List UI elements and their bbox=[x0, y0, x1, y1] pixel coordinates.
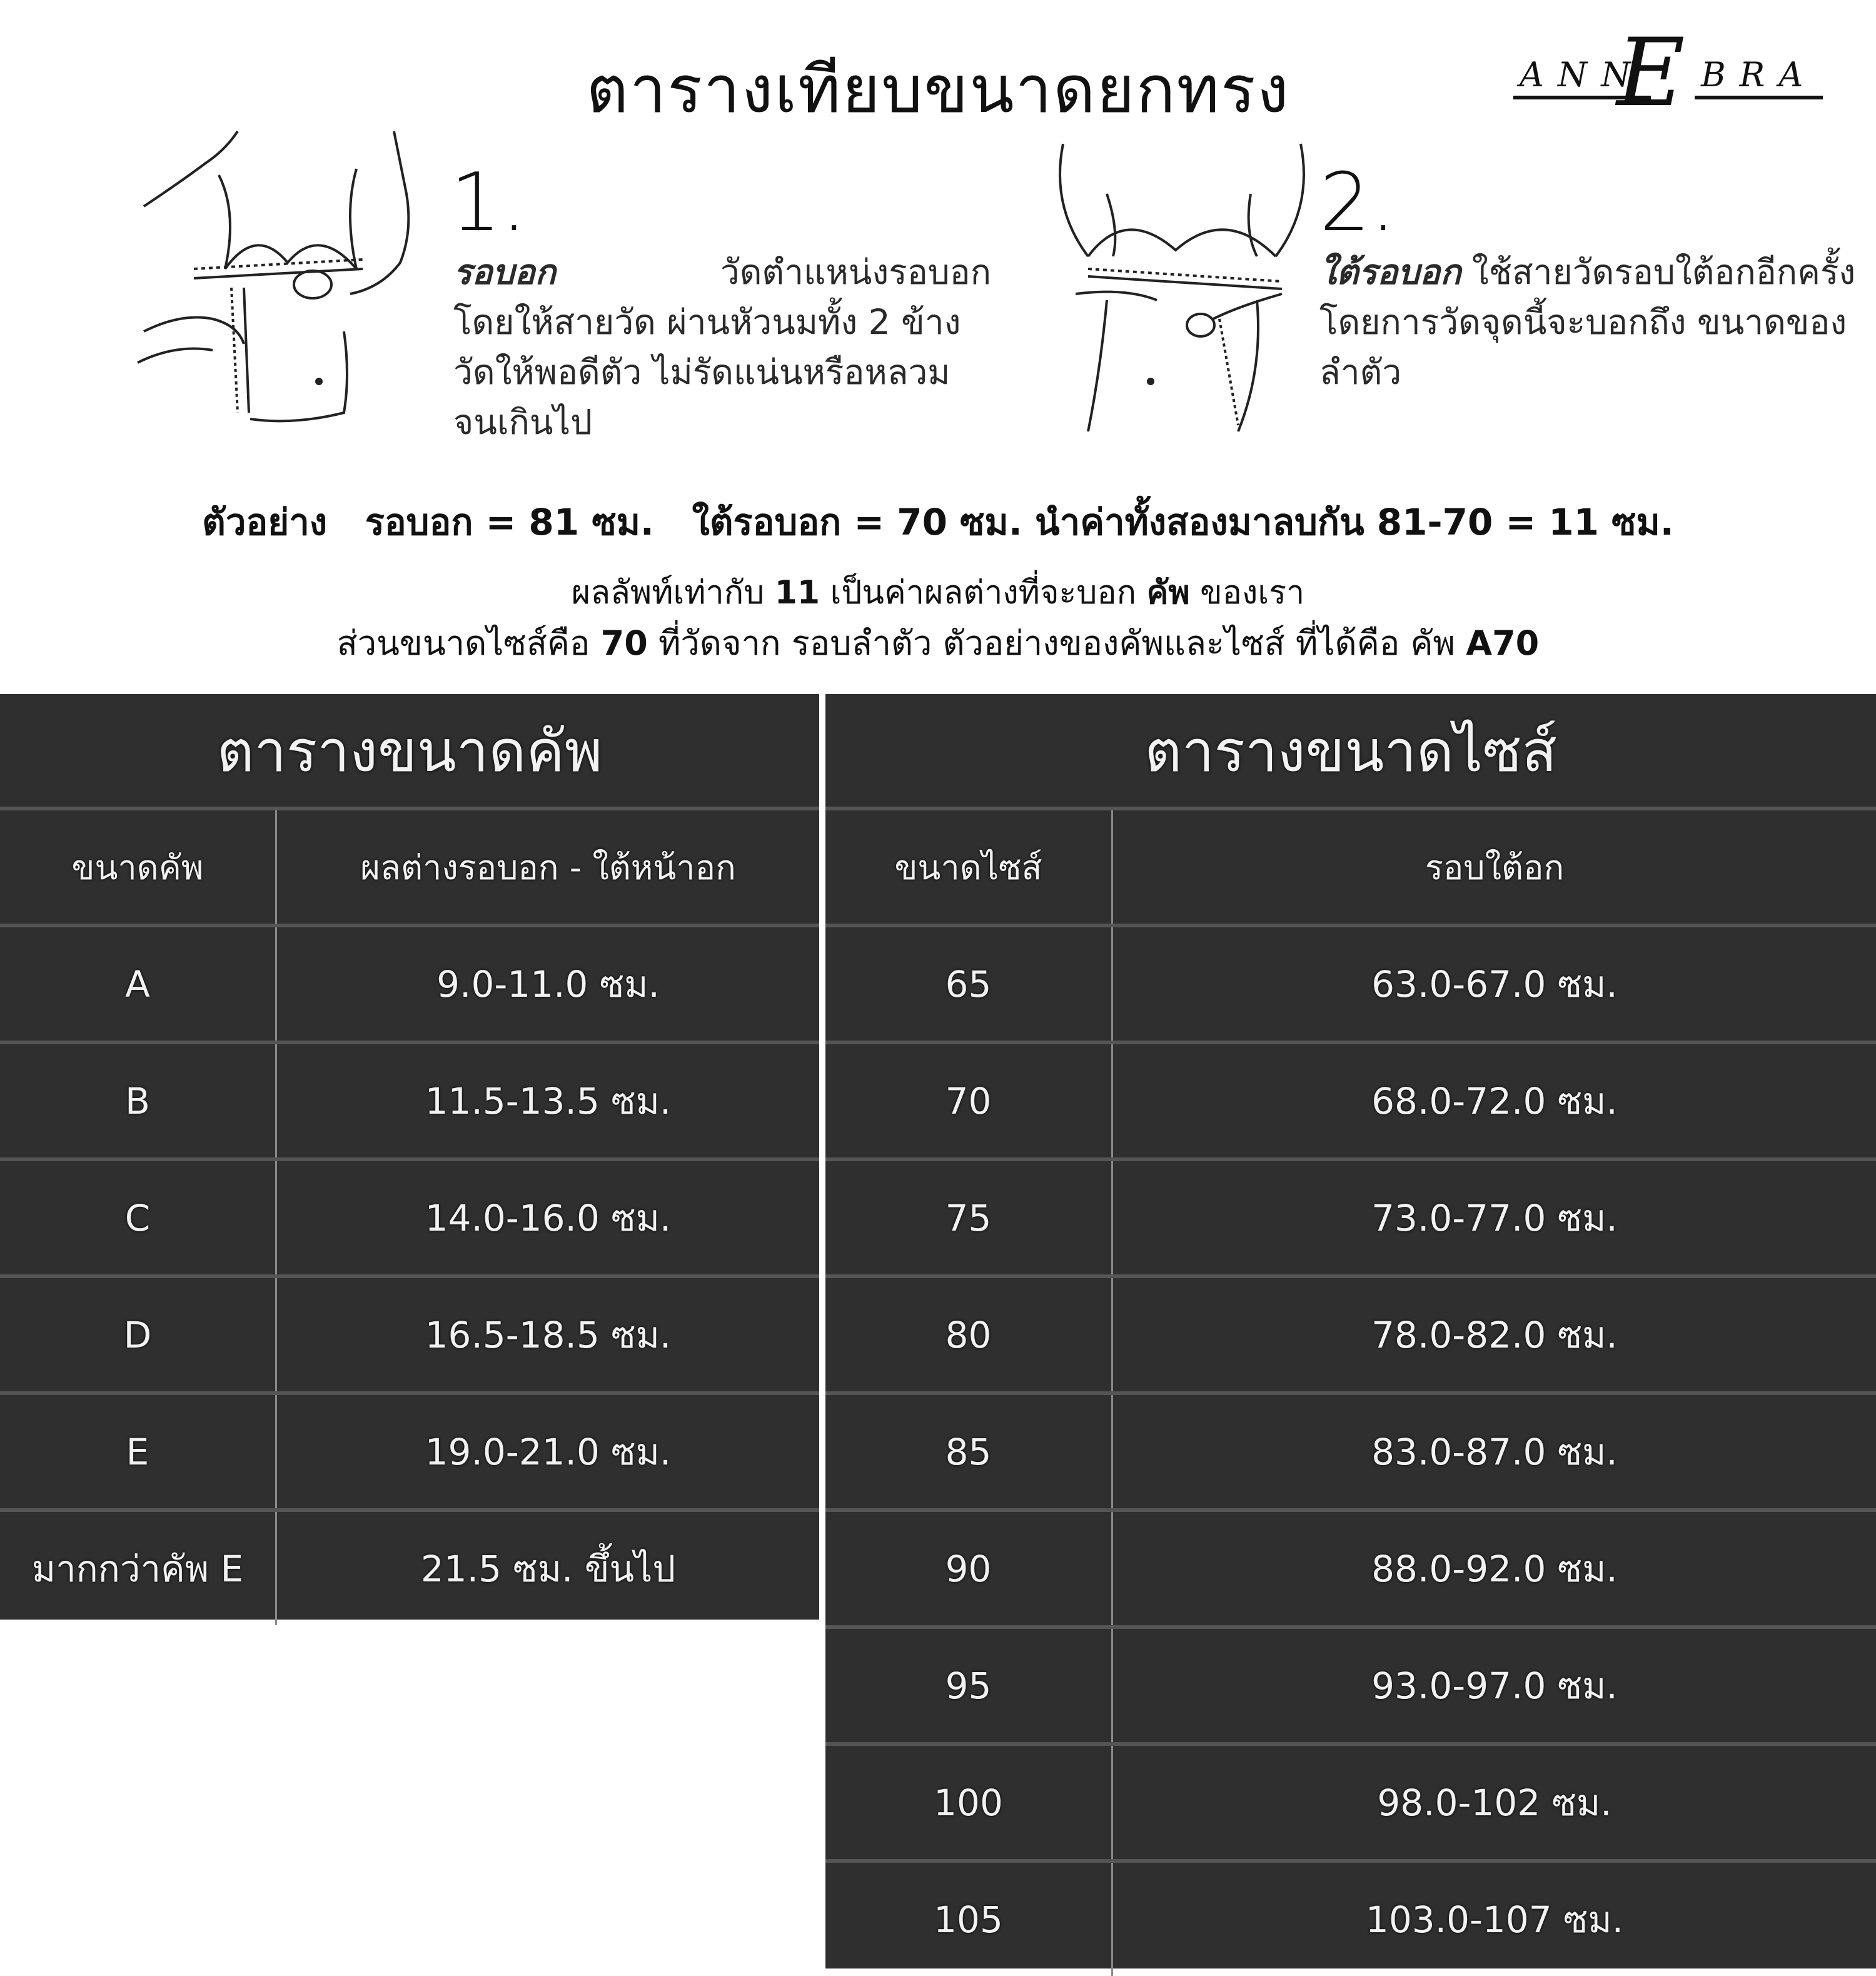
step-2-keyword: ใต้รอบอก bbox=[1319, 252, 1461, 292]
step-1-line-4: จนเกินไป bbox=[453, 402, 593, 442]
page-title: ตารางเทียบขนาดยกทรง bbox=[586, 51, 1290, 128]
cup-range-cell: 21.5 ซม. ขึ้นไป bbox=[420, 1548, 676, 1590]
measure-underbust-illustration bbox=[1051, 131, 1313, 438]
band-size-cell: 100 bbox=[825, 1746, 1113, 1859]
table-row bbox=[0, 1157, 819, 1274]
band-size-cell: 70 bbox=[825, 1044, 1113, 1157]
cup-range-cell: 14.0-16.0 ซม. bbox=[425, 1197, 672, 1239]
band-range-cell: 93.0-97.0 ซม. bbox=[1371, 1665, 1618, 1707]
example-text: ที่วัดจาก รอบลำตัว ตัวอย่างของคัพและไซส์ ที่ได้คือ คัพ bbox=[647, 623, 1466, 663]
measure-bust-illustration bbox=[131, 125, 419, 438]
band-range-cell: 98.0-102 ซม. bbox=[1377, 1782, 1612, 1824]
example-line-3 bbox=[0, 616, 1876, 670]
band-size-cell: 105 bbox=[825, 1863, 1113, 1976]
step-1-line-3: วัดให้พอดีตัว ไม่รัดแน่นหรือหลวม bbox=[453, 352, 951, 392]
cup-range-cell: 9.0-11.0 ซม. bbox=[436, 963, 660, 1006]
logo-left-text: ANN bbox=[1513, 55, 1651, 99]
cup-range-cell: 16.5-18.5 ซม. bbox=[425, 1314, 672, 1356]
table-row bbox=[0, 924, 819, 1041]
table-row bbox=[825, 1742, 1876, 1859]
band-size-table bbox=[825, 694, 1876, 1968]
step-1-line-2: โดยให้สายวัด ผ่านหัวนมทั้ง 2 ข้าง bbox=[453, 302, 961, 342]
band-size-cell: 85 bbox=[825, 1395, 1113, 1508]
table-row bbox=[825, 1391, 1876, 1508]
example-text: เป็นค่าผลต่างที่จะบอก bbox=[820, 574, 1147, 612]
cup-size-cell: A bbox=[0, 927, 277, 1041]
step-2-line-2: โดยการวัดจุดนี้จะบอกถึง ขนาดของ bbox=[1319, 302, 1847, 342]
band-header-underbust: รอบใต้อก bbox=[1425, 847, 1565, 887]
band-range-cell: 73.0-77.0 ซม. bbox=[1371, 1197, 1618, 1239]
example-text: ผลลัพท์เท่ากับ bbox=[571, 574, 775, 612]
example-band-value: 70 bbox=[600, 623, 648, 663]
cup-table-header-row bbox=[0, 807, 819, 924]
cup-header-size: ขนาดคัพ bbox=[0, 810, 277, 924]
table-row bbox=[825, 1508, 1876, 1625]
example-cup-keyword: คัพ bbox=[1146, 574, 1190, 612]
band-table-title: ตารางขนาดไซส์ bbox=[1144, 717, 1557, 785]
band-size-cell: 95 bbox=[825, 1629, 1113, 1742]
brand-logo bbox=[1513, 19, 1820, 128]
cup-range-cell: 19.0-21.0 ซม. bbox=[425, 1431, 672, 1473]
band-size-cell: 80 bbox=[825, 1278, 1113, 1391]
band-header-size: ขนาดไซส์ bbox=[825, 810, 1113, 924]
cup-size-table bbox=[0, 694, 819, 1620]
cup-size-cell: D bbox=[0, 1278, 277, 1391]
table-row bbox=[825, 1274, 1876, 1391]
cup-header-difference: ผลต่างรอบอก - ใต้หน้าอก bbox=[360, 847, 736, 887]
band-range-cell: 88.0-92.0 ซม. bbox=[1371, 1548, 1618, 1590]
table-row bbox=[825, 1859, 1876, 1976]
table-row bbox=[825, 1041, 1876, 1157]
cup-size-cell: E bbox=[0, 1395, 277, 1508]
step-1-keyword: รอบอก bbox=[453, 252, 556, 292]
table-row bbox=[825, 1625, 1876, 1742]
table-row bbox=[0, 1391, 819, 1508]
band-size-cell: 75 bbox=[825, 1161, 1113, 1274]
band-range-cell: 78.0-82.0 ซม. bbox=[1371, 1314, 1618, 1356]
band-range-cell: 68.0-72.0 ซม. bbox=[1371, 1080, 1618, 1122]
example-text: ส่วนขนาดไซส์คือ bbox=[336, 623, 601, 663]
example-text: ของเรา bbox=[1189, 574, 1305, 612]
band-size-cell: 90 bbox=[825, 1512, 1113, 1625]
table-row bbox=[0, 1041, 819, 1157]
logo-right-text: BRA bbox=[1695, 55, 1823, 99]
band-table-header-row bbox=[825, 807, 1876, 924]
cup-size-cell: B bbox=[0, 1044, 277, 1157]
table-row bbox=[0, 1274, 819, 1391]
table-row bbox=[825, 924, 1876, 1041]
step-2-line-3: ลำตัว bbox=[1319, 352, 1402, 392]
table-row bbox=[0, 1508, 819, 1625]
cup-table-title: ตารางขนาดคัพ bbox=[216, 717, 603, 785]
band-range-cell: 103.0-107 ซม. bbox=[1365, 1898, 1624, 1941]
step-2-line-1: ใช้สายวัดรอบใต้อกอีกครั้ง bbox=[1471, 252, 1856, 292]
step-2-text bbox=[1319, 247, 1870, 397]
cup-range-cell: 11.5-13.5 ซม. bbox=[425, 1080, 672, 1122]
cup-size-cell: C bbox=[0, 1161, 277, 1274]
table-row bbox=[825, 1157, 1876, 1274]
band-range-cell: 63.0-67.0 ซม. bbox=[1371, 963, 1618, 1006]
band-size-cell: 65 bbox=[825, 927, 1113, 1041]
example-difference-value: 11 bbox=[774, 574, 820, 612]
cup-size-cell: มากกว่าคัพ E bbox=[0, 1512, 277, 1625]
logo-monogram: E bbox=[1616, 19, 1685, 128]
step-2-number: 2. bbox=[1319, 156, 1396, 250]
example-line-1: ตัวอย่าง รอบอก = 81 ซม. ใต้รอบอก = 70 ซม. นำค่าทั้งสองมาลบกัน 81-70 = 11 ซม. bbox=[202, 501, 1674, 543]
step-1-number: 1. bbox=[450, 156, 527, 250]
step-1-line-1: วัดตำแหน่งรอบอก bbox=[720, 252, 991, 292]
example-result-size: A70 bbox=[1466, 623, 1540, 663]
step-1-text bbox=[453, 247, 991, 447]
example-line-2 bbox=[0, 566, 1876, 618]
band-range-cell: 83.0-87.0 ซม. bbox=[1371, 1431, 1618, 1473]
